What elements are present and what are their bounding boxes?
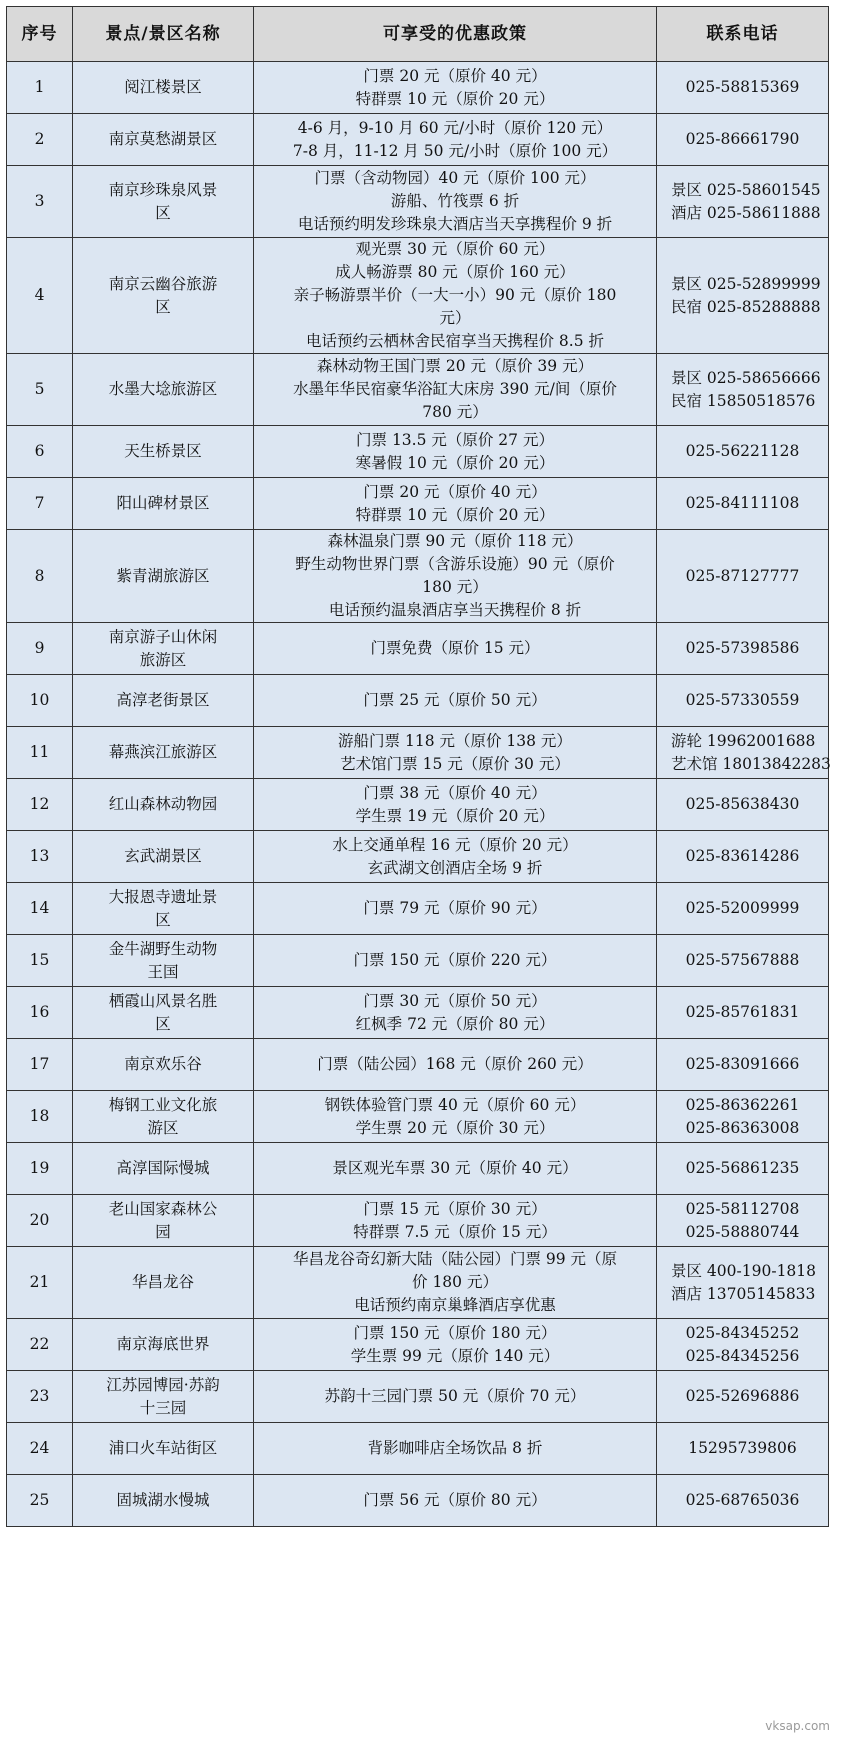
attraction-name [73, 1195, 254, 1247]
table-row [7, 1091, 829, 1143]
discount-policy-line: 玄武湖文创酒店全场 9 折 [367, 858, 543, 877]
discount-policy-line: 亲子畅游票半价（一大一小）90 元（原价 180 [293, 286, 617, 304]
attraction-name-line: 区 [155, 297, 171, 316]
attraction-name-line: 金牛湖野生动物 [108, 939, 218, 958]
attraction-name [73, 62, 254, 114]
row-number: 18 [7, 1091, 73, 1143]
row-number: 3 [7, 166, 73, 238]
row-number: 17 [7, 1039, 73, 1091]
row-number: 11 [7, 727, 73, 779]
discount-policy [254, 1423, 657, 1475]
attraction-name-line: 南京云幽谷旅游 [108, 274, 218, 293]
discount-policy-line: 门票免费（原价 15 元） [370, 639, 540, 657]
contact-phone-line: 025-52696886 [685, 1387, 800, 1405]
row-number: 20 [7, 1195, 73, 1247]
contact-phone [657, 623, 829, 675]
contact-phone [657, 1371, 829, 1423]
discount-policy [254, 935, 657, 987]
attraction-name-line: 栖霞山风景名胜 [108, 991, 218, 1010]
discount-policy-line: 学生票 19 元（原价 20 元） [355, 806, 555, 825]
table-row [7, 935, 829, 987]
attraction-name-line: 水墨大埝旅游区 [108, 380, 218, 398]
discount-policy-line: 野生动物世界门票（含游乐设施）90 元（原价 [295, 555, 615, 573]
contact-phone-line: 酒店 13705145833 [671, 1284, 816, 1303]
attraction-name [73, 530, 254, 623]
row-number: 2 [7, 114, 73, 166]
attraction-name-line: 游区 [147, 1118, 179, 1137]
discount-policy-line: 门票 38 元（原价 40 元） [363, 783, 547, 802]
contact-phone-line: 025-56221128 [685, 442, 800, 460]
contact-phone [657, 1475, 829, 1527]
discount-policy [254, 675, 657, 727]
discount-policy-line: 水墨年华民宿豪华浴缸大床房 390 元/间（原价 [293, 380, 617, 398]
discount-policy-line: 门票 150 元（原价 180 元） [353, 1323, 557, 1342]
table-row [7, 779, 829, 831]
discount-policy-line: 游船门票 118 元（原价 138 元） [338, 731, 572, 750]
discount-policy-line: 森林动物王国门票 20 元（原价 39 元） [316, 357, 594, 375]
attraction-name-line: 江苏园博园·苏韵 [106, 1375, 220, 1394]
discount-policy-line: 成人畅游票 80 元（原价 160 元） [335, 263, 575, 281]
contact-phone-line: 15295739806 [688, 1439, 797, 1457]
contact-phone-line: 025-58880744 [685, 1222, 800, 1241]
contact-phone [657, 1091, 829, 1143]
contact-phone-line: 025-84345252 [685, 1323, 800, 1342]
discount-policy [254, 1247, 657, 1319]
discount-policy [254, 1371, 657, 1423]
contact-phone-line: 025-56861235 [685, 1159, 800, 1177]
table-row [7, 883, 829, 935]
table-row [7, 675, 829, 727]
attraction-name-line: 十三园 [139, 1398, 187, 1417]
watermark: vksap.com [765, 1719, 830, 1733]
contact-phone-line: 025-86363008 [685, 1118, 800, 1137]
attraction-name-line: 阅江楼景区 [124, 78, 202, 96]
discount-policy-line: 门票 15 元（原价 30 元） [363, 1199, 547, 1218]
contact-phone [657, 354, 829, 426]
discount-policy-line: 元） [439, 309, 471, 327]
discount-policy [254, 166, 657, 238]
discount-policy-line: 寒暑假 10 元（原价 20 元） [355, 453, 555, 472]
discount-policy-line: 华昌龙谷奇幻新大陆（陆公园）门票 99 元（原 [292, 1250, 618, 1268]
attraction-name-line: 浦口火车站街区 [108, 1439, 218, 1457]
attraction-name-line: 幕燕滨江旅游区 [108, 743, 218, 761]
table-row [7, 354, 829, 426]
row-number: 21 [7, 1247, 73, 1319]
discount-policy-line: 180 元） [422, 578, 488, 596]
row-number: 7 [7, 478, 73, 530]
discount-policy-line: 电话预约云栖林舍民宿享当天携程价 8.5 折 [305, 332, 604, 350]
discount-policy-line: 7-8 月，11-12 月 50 元/小时（原价 100 元） [292, 141, 618, 160]
contact-phone [657, 779, 829, 831]
row-number: 23 [7, 1371, 73, 1423]
discount-policy-line: 门票 20 元（原价 40 元） [363, 482, 547, 501]
contact-phone [657, 727, 829, 779]
row-number: 6 [7, 426, 73, 478]
contact-phone [657, 1423, 829, 1475]
attraction-name-line: 园 [155, 1222, 171, 1241]
attraction-name [73, 935, 254, 987]
attraction-name [73, 1143, 254, 1195]
contact-phone [657, 1143, 829, 1195]
attraction-name [73, 1423, 254, 1475]
row-number: 1 [7, 62, 73, 114]
contact-phone-line: 025-57330559 [685, 691, 800, 709]
discount-policy-line: 红枫季 72 元（原价 80 元） [355, 1014, 555, 1033]
discount-policy-line: 学生票 99 元（原价 140 元） [350, 1346, 560, 1365]
attraction-name-line: 区 [155, 910, 171, 929]
discount-policy-line: 特群票 10 元（原价 20 元） [355, 89, 555, 108]
discount-policy-line: 门票 20 元（原价 40 元） [363, 66, 547, 85]
attraction-name [73, 426, 254, 478]
row-number: 10 [7, 675, 73, 727]
contact-phone [657, 1039, 829, 1091]
table-row [7, 1143, 829, 1195]
contact-phone [657, 883, 829, 935]
contact-phone-line: 025-57567888 [685, 951, 800, 969]
attraction-name [73, 987, 254, 1039]
discount-policy-line: 艺术馆门票 15 元（原价 30 元） [340, 754, 570, 773]
table-row [7, 1423, 829, 1475]
discount-policy-line: 门票 79 元（原价 90 元） [363, 899, 547, 917]
row-number: 19 [7, 1143, 73, 1195]
table-row [7, 1371, 829, 1423]
contact-phone-line: 025-52009999 [685, 899, 800, 917]
discount-policy [254, 727, 657, 779]
table-row [7, 238, 829, 354]
attraction-name-line: 南京海底世界 [116, 1335, 210, 1353]
contact-phone [657, 675, 829, 727]
discount-policy [254, 238, 657, 354]
discount-table [6, 6, 829, 1527]
table-row [7, 426, 829, 478]
discount-policy-line: 门票 13.5 元（原价 27 元） [356, 430, 554, 449]
attraction-name [73, 831, 254, 883]
table-row [7, 1475, 829, 1527]
header-phone: 联系电话 [657, 7, 829, 62]
contact-phone-line: 景区 025-52899999 [671, 274, 821, 293]
attraction-name-line: 玄武湖景区 [124, 847, 202, 865]
header-name: 景点/景区名称 [73, 7, 254, 62]
discount-policy-line: 苏韵十三园门票 50 元（原价 70 元） [324, 1387, 586, 1405]
attraction-name [73, 478, 254, 530]
row-number: 13 [7, 831, 73, 883]
row-number: 16 [7, 987, 73, 1039]
contact-phone-line: 025-87127777 [685, 566, 800, 585]
contact-phone [657, 166, 829, 238]
contact-phone-line: 民宿 15850518576 [671, 391, 816, 410]
discount-policy [254, 478, 657, 530]
attraction-name [73, 1371, 254, 1423]
attraction-name-line: 南京珍珠泉风景 [108, 180, 218, 199]
table-row [7, 987, 829, 1039]
discount-policy-line: 门票 150 元（原价 220 元） [353, 951, 557, 969]
discount-policy-line: 门票 25 元（原价 50 元） [363, 691, 547, 709]
discount-policy-line: 特群票 7.5 元（原价 15 元） [353, 1222, 557, 1241]
attraction-name [73, 1091, 254, 1143]
attraction-name-line: 王国 [147, 962, 179, 981]
discount-policy-line: 钢铁体验管门票 40 元（原价 60 元） [324, 1095, 586, 1114]
discount-policy-line: 电话预约温泉酒店享当天携程价 8 折 [328, 601, 582, 619]
row-number: 22 [7, 1319, 73, 1371]
table-row [7, 166, 829, 238]
contact-phone-line: 景区 400-190-1818 [671, 1261, 817, 1280]
contact-phone-line: 025-57398586 [685, 639, 800, 657]
attraction-name-line: 红山森林动物园 [108, 795, 218, 813]
contact-phone [657, 935, 829, 987]
header-policy: 可享受的优惠政策 [254, 7, 657, 62]
contact-phone-line: 景区 025-58656666 [671, 368, 821, 387]
discount-policy-line: 门票（含动物园）40 元（原价 100 元） [314, 169, 596, 187]
discount-policy [254, 1195, 657, 1247]
discount-policy [254, 1039, 657, 1091]
table-body [7, 62, 829, 1527]
table-row [7, 727, 829, 779]
attraction-name-line: 阳山碑材景区 [116, 494, 210, 512]
contact-phone-line: 酒店 025-58611888 [671, 203, 821, 222]
attraction-name [73, 1319, 254, 1371]
attraction-name [73, 354, 254, 426]
attraction-name-line: 南京莫愁湖景区 [108, 130, 218, 148]
table-row [7, 114, 829, 166]
contact-phone [657, 1247, 829, 1319]
discount-policy [254, 883, 657, 935]
row-number: 24 [7, 1423, 73, 1475]
attraction-name-line: 紫青湖旅游区 [116, 566, 210, 585]
row-number: 14 [7, 883, 73, 935]
discount-policy [254, 114, 657, 166]
row-number: 8 [7, 530, 73, 623]
discount-policy [254, 1319, 657, 1371]
discount-policy-line: 森林温泉门票 90 元（原价 118 元） [327, 532, 583, 550]
contact-phone [657, 987, 829, 1039]
table-row [7, 1247, 829, 1319]
discount-policy [254, 623, 657, 675]
contact-phone [657, 62, 829, 114]
contact-phone-line: 025-84111108 [685, 494, 800, 512]
contact-phone-line: 025-84345256 [685, 1346, 800, 1365]
attraction-name-line: 区 [155, 203, 171, 222]
discount-policy-line: 景区观光车票 30 元（原价 40 元） [332, 1159, 578, 1177]
contact-phone [657, 831, 829, 883]
discount-policy-line: 电话预约明发珍珠泉大酒店当天享携程价 9 折 [297, 215, 613, 233]
attraction-name [73, 727, 254, 779]
discount-policy [254, 1091, 657, 1143]
row-number: 15 [7, 935, 73, 987]
contact-phone-line: 景区 025-58601545 [671, 180, 821, 199]
attraction-name-line: 老山国家森林公 [108, 1199, 218, 1218]
discount-policy-line: 门票 56 元（原价 80 元） [363, 1491, 547, 1509]
attraction-name [73, 779, 254, 831]
table-row [7, 831, 829, 883]
contact-phone-line: 025-85638430 [685, 795, 800, 813]
discount-policy [254, 354, 657, 426]
attraction-name-line: 高淳国际慢城 [116, 1159, 210, 1177]
row-number: 12 [7, 779, 73, 831]
table-row [7, 530, 829, 623]
attraction-name-line: 华昌龙谷 [131, 1273, 194, 1291]
attraction-name [73, 1039, 254, 1091]
contact-phone-line: 025-83614286 [685, 847, 800, 865]
table-row [7, 62, 829, 114]
header-row [7, 7, 829, 62]
discount-policy [254, 1143, 657, 1195]
attraction-name [73, 1247, 254, 1319]
discount-policy [254, 831, 657, 883]
row-number: 5 [7, 354, 73, 426]
table-row [7, 1195, 829, 1247]
attraction-name-line: 南京游子山休闲 [108, 627, 218, 646]
contact-phone-line: 025-86661790 [685, 130, 800, 148]
contact-phone [657, 238, 829, 354]
discount-policy-line: 门票（陆公园）168 元（原价 260 元） [317, 1055, 593, 1073]
contact-phone-line: 025-83091666 [685, 1055, 800, 1073]
header-no: 序号 [7, 7, 73, 62]
discount-policy [254, 62, 657, 114]
contact-phone [657, 114, 829, 166]
attraction-name-line: 旅游区 [139, 650, 187, 669]
contact-phone-line: 民宿 025-85288888 [671, 297, 821, 316]
attraction-name [73, 623, 254, 675]
attraction-name [73, 114, 254, 166]
discount-policy [254, 987, 657, 1039]
contact-phone [657, 426, 829, 478]
discount-policy [254, 779, 657, 831]
discount-policy [254, 1475, 657, 1527]
attraction-name-line: 高淳老街景区 [116, 691, 210, 709]
attraction-name [73, 238, 254, 354]
attraction-name [73, 166, 254, 238]
discount-policy [254, 426, 657, 478]
contact-phone-line: 游轮 19962001688 [671, 731, 816, 750]
discount-policy-line: 4-6 月，9-10 月 60 元/小时（原价 120 元） [297, 118, 613, 137]
contact-phone-line: 艺术馆 18013842283 [671, 754, 831, 773]
table-row [7, 1319, 829, 1371]
table-row [7, 1039, 829, 1091]
attraction-name [73, 1475, 254, 1527]
discount-policy-line: 特群票 10 元（原价 20 元） [355, 505, 555, 524]
attraction-name [73, 675, 254, 727]
discount-policy [254, 530, 657, 623]
discount-policy-line: 门票 30 元（原价 50 元） [363, 991, 547, 1010]
discount-policy-line: 780 元） [422, 403, 488, 421]
discount-policy-line: 学生票 20 元（原价 30 元） [355, 1118, 555, 1137]
row-number: 25 [7, 1475, 73, 1527]
discount-policy-line: 游船、竹筏票 6 折 [390, 192, 520, 210]
discount-policy-line: 水上交通单程 16 元（原价 20 元） [332, 835, 578, 854]
discount-policy-line: 价 180 元） [412, 1273, 498, 1291]
contact-phone-line: 025-68765036 [685, 1491, 800, 1509]
attraction-name-line: 梅钢工业文化旅 [108, 1095, 218, 1114]
attraction-name-line: 固城湖水慢城 [116, 1491, 210, 1509]
contact-phone [657, 1195, 829, 1247]
table-row [7, 478, 829, 530]
attraction-name [73, 883, 254, 935]
contact-phone-line: 025-58815369 [685, 78, 800, 96]
discount-policy-line: 背影咖啡店全场饮品 8 折 [367, 1439, 543, 1457]
attraction-name-line: 南京欢乐谷 [124, 1055, 202, 1073]
attraction-name-line: 区 [155, 1014, 171, 1033]
row-number: 9 [7, 623, 73, 675]
table-row [7, 623, 829, 675]
contact-phone [657, 478, 829, 530]
discount-policy-line: 观光票 30 元（原价 60 元） [355, 240, 555, 258]
row-number: 4 [7, 238, 73, 354]
contact-phone-line: 025-85761831 [685, 1003, 800, 1021]
contact-phone [657, 530, 829, 623]
contact-phone-line: 025-86362261 [685, 1095, 800, 1114]
attraction-name-line: 大报恩寺遗址景 [108, 887, 218, 906]
attraction-name-line: 天生桥景区 [124, 442, 202, 460]
contact-phone [657, 1319, 829, 1371]
discount-policy-line: 电话预约南京巢蜂酒店享优惠 [354, 1296, 556, 1314]
contact-phone-line: 025-58112708 [685, 1199, 800, 1218]
